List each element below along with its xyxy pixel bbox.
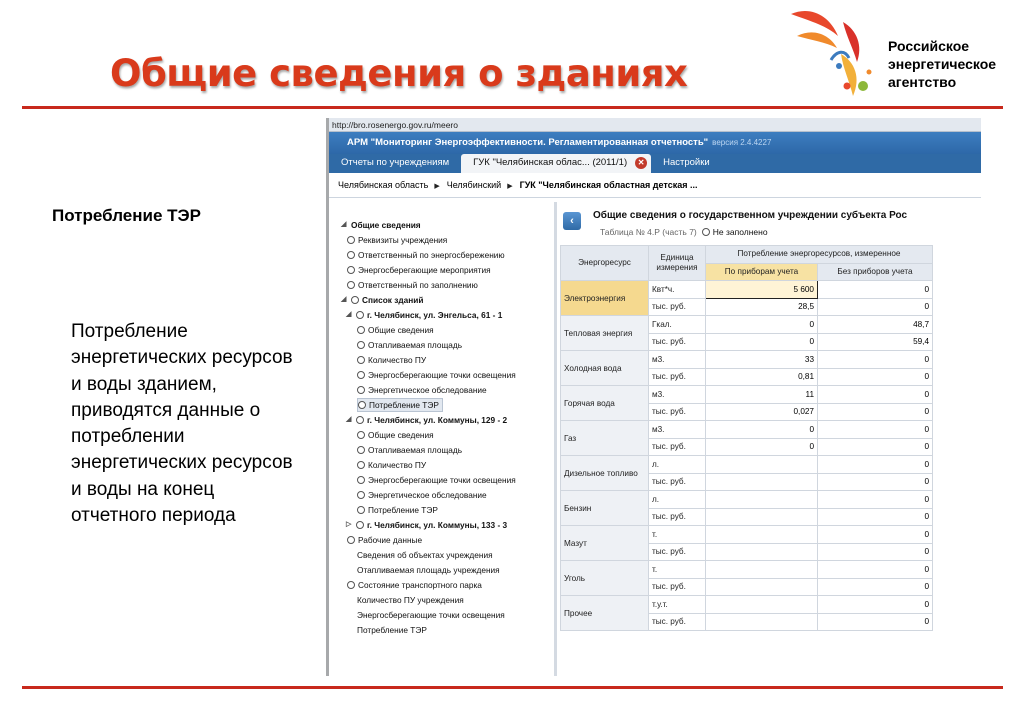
- resource-cell: Электроэнергия: [561, 281, 649, 316]
- with-meters-cell[interactable]: [706, 526, 818, 544]
- with-meters-cell[interactable]: 5 600: [706, 281, 818, 299]
- tree-node-label: Общие сведения: [351, 220, 421, 230]
- tree-node[interactable]: [357, 443, 462, 457]
- with-meters-cell[interactable]: [706, 561, 818, 579]
- without-meters-cell[interactable]: 0: [818, 351, 933, 369]
- energy-agency-logo-icon: [783, 2, 883, 102]
- with-meters-cell[interactable]: [706, 613, 818, 631]
- tree-node-label: Сведения об объектах учреждения: [357, 550, 493, 560]
- app-version: версия 2.4.4227: [712, 138, 772, 147]
- tree-node[interactable]: [341, 218, 421, 232]
- unit-cell: л.: [649, 456, 706, 474]
- unit-cell: т.: [649, 526, 706, 544]
- tree-node-label: Список зданий: [362, 295, 424, 305]
- url-bar[interactable]: http://bro.rosenergo.gov.ru/meero: [329, 118, 981, 132]
- with-meters-cell[interactable]: [706, 596, 818, 614]
- collapse-toggle-icon[interactable]: ◢: [341, 296, 347, 303]
- tree-node-label: Отапливаемая площадь: [368, 340, 463, 350]
- without-meters-cell[interactable]: 0: [818, 456, 933, 474]
- unit-cell: Гкал.: [649, 316, 706, 334]
- status-radio-icon: [347, 266, 355, 274]
- tree-node[interactable]: [347, 578, 482, 592]
- chevron-right-icon: ▶: [507, 183, 513, 190]
- status-radio-icon: [347, 251, 355, 259]
- tree-node-label: Ответственный по заполнению: [358, 280, 478, 290]
- resource-cell: Бензин: [561, 491, 649, 526]
- org-name-line: энергетическое: [888, 56, 997, 72]
- tab-institution-report-active[interactable]: [461, 154, 651, 173]
- tree-node[interactable]: [347, 533, 422, 547]
- with-meters-cell[interactable]: [706, 456, 818, 474]
- col-header-without-meters: Без приборов учета: [818, 263, 933, 281]
- tree-node-label: Отапливаемая площадь: [368, 445, 463, 455]
- bottom-divider: [22, 686, 1003, 689]
- section-heading: Потребление ТЭР: [52, 206, 201, 225]
- table-row: [561, 526, 933, 544]
- resource-cell: Тепловая энергия: [561, 316, 649, 351]
- status-radio-icon: [351, 296, 359, 304]
- status-radio-icon: [357, 461, 365, 469]
- org-name-line: агентство: [888, 74, 957, 90]
- tree-node-label: Общие сведения: [368, 430, 434, 440]
- unit-cell: тыс. руб.: [649, 613, 706, 631]
- status-radio-icon: [357, 476, 365, 484]
- app-header: [329, 132, 981, 154]
- col-header-resource: Энергоресурс: [561, 246, 649, 281]
- tree-node-label: Количество ПУ: [368, 460, 427, 470]
- unit-cell: т.: [649, 561, 706, 579]
- tree-node-label: г. Челябинск, ул. Энгельса, 61 - 1: [367, 310, 503, 320]
- table-row: [561, 561, 933, 579]
- without-meters-cell[interactable]: 0: [818, 613, 933, 631]
- tree-node[interactable]: [357, 323, 434, 337]
- with-meters-cell[interactable]: [706, 543, 818, 561]
- tree-node[interactable]: [357, 398, 443, 412]
- table-row: [561, 281, 933, 299]
- without-meters-cell[interactable]: 0: [818, 421, 933, 439]
- status-radio-icon: [357, 491, 365, 499]
- unit-cell: тыс. руб.: [649, 543, 706, 561]
- table-row: [561, 596, 933, 614]
- without-meters-cell[interactable]: 0: [818, 491, 933, 509]
- tree-node[interactable]: [347, 233, 447, 247]
- unit-cell: м3.: [649, 386, 706, 404]
- pane-subtitle: [600, 227, 768, 237]
- without-meters-cell[interactable]: 0: [818, 438, 933, 456]
- resource-cell: Холодная вода: [561, 351, 649, 386]
- tree-node[interactable]: [341, 293, 423, 307]
- unit-cell: тыс. руб.: [649, 578, 706, 596]
- status-radio-icon: [347, 236, 355, 244]
- status-radio-icon: [356, 416, 364, 424]
- collapse-toggle-icon[interactable]: ◢: [346, 311, 352, 318]
- tree-node[interactable]: [357, 488, 487, 502]
- with-meters-cell[interactable]: [706, 578, 818, 596]
- status-radio-icon: [358, 401, 366, 409]
- tree-node-label: Ответственный по энергосбережению: [358, 250, 505, 260]
- collapse-toggle-icon[interactable]: ◢: [346, 416, 352, 423]
- breadcrumb-item[interactable]: Челябинский: [446, 180, 502, 190]
- tree-node[interactable]: [357, 428, 434, 442]
- breadcrumb: [329, 173, 981, 198]
- tab-institution-reports[interactable]: Отчеты по учреждениям: [341, 157, 450, 168]
- slide-title: Общие сведения о зданиях: [110, 52, 688, 95]
- unit-cell: т.у.т.: [649, 596, 706, 614]
- without-meters-cell[interactable]: 59,4: [818, 333, 933, 351]
- tab-label: ГУК "Челябинская облас... (2011/1): [473, 157, 628, 168]
- section-description: Потребление энергетических ресурсов и воды зданием, приводятся данные о потреблении энергетических ресурсов и воды на конец отчетного периода: [71, 321, 293, 527]
- tab-settings[interactable]: Настройки: [663, 157, 710, 168]
- without-meters-cell[interactable]: 0: [818, 596, 933, 614]
- unit-cell: тыс. руб.: [649, 333, 706, 351]
- without-meters-cell[interactable]: 0: [818, 526, 933, 544]
- status-radio-icon: [357, 386, 365, 394]
- without-meters-cell[interactable]: 0: [818, 298, 933, 316]
- with-meters-cell[interactable]: [706, 473, 818, 491]
- table-row: [561, 386, 933, 404]
- unit-cell: тыс. руб.: [649, 473, 706, 491]
- tree-node-label: Энергосберегающие точки освещения: [357, 610, 505, 620]
- tree-node[interactable]: [347, 248, 505, 262]
- tree-node[interactable]: [357, 593, 464, 607]
- tree-node-label: Энергетическое обследование: [368, 385, 487, 395]
- tree-node-label: Энергетическое обследование: [368, 490, 487, 500]
- status-radio-icon: [356, 521, 364, 529]
- breadcrumb-current: ГУК "Челябинская областная детская ...: [519, 180, 698, 190]
- tree-node-label: г. Челябинск, ул. Коммуны, 129 - 2: [367, 415, 508, 425]
- unit-cell: м3.: [649, 421, 706, 439]
- fill-status: Не заполнено: [712, 227, 768, 237]
- without-meters-cell[interactable]: 0: [818, 281, 933, 299]
- without-meters-cell[interactable]: 0: [818, 578, 933, 596]
- tree-node[interactable]: [347, 263, 491, 277]
- with-meters-cell[interactable]: 0,81: [706, 368, 818, 386]
- tree-node[interactable]: [346, 308, 502, 322]
- tree-node-label: Потребление ТЭР: [368, 505, 438, 515]
- tree-node[interactable]: [357, 338, 462, 352]
- without-meters-cell[interactable]: 0: [818, 368, 933, 386]
- unit-cell: тыс. руб.: [649, 298, 706, 316]
- resource-cell: Горячая вода: [561, 386, 649, 421]
- without-meters-cell[interactable]: 0: [818, 386, 933, 404]
- consumption-table: [560, 245, 933, 631]
- status-radio-icon: [347, 536, 355, 544]
- tree-node[interactable]: [357, 383, 487, 397]
- status-radio-icon: [347, 281, 355, 289]
- tree-node[interactable]: [357, 563, 500, 577]
- app-title: АРМ "Мониторинг Энергоэффективности. Регламентированная отчетность": [347, 137, 709, 148]
- navigation-tree: [329, 202, 557, 676]
- without-meters-cell[interactable]: 0: [818, 508, 933, 526]
- col-header-unit: Единица измерения: [649, 246, 706, 281]
- status-radio-icon: [357, 446, 365, 454]
- tree-node[interactable]: [357, 353, 426, 367]
- tree-node-label: Состояние транспортного парка: [358, 580, 482, 590]
- table-row: [561, 351, 933, 369]
- status-radio-icon: [356, 311, 364, 319]
- breadcrumb-item[interactable]: Челябинская область: [338, 180, 429, 190]
- without-meters-cell[interactable]: 0: [818, 473, 933, 491]
- tree-node-label: Реквизиты учреждения: [358, 235, 448, 245]
- table-row: [561, 421, 933, 439]
- app-window: [326, 118, 981, 676]
- unit-cell: Квт*ч.: [649, 281, 706, 299]
- tree-node-label: Количество ПУ учреждения: [357, 595, 464, 605]
- resource-cell: Прочее: [561, 596, 649, 631]
- with-meters-cell[interactable]: 11: [706, 386, 818, 404]
- without-meters-cell[interactable]: 48,7: [818, 316, 933, 334]
- table-row: [561, 491, 933, 509]
- report-pane: [558, 202, 981, 676]
- with-meters-cell[interactable]: 0: [706, 316, 818, 334]
- without-meters-cell[interactable]: 0: [818, 543, 933, 561]
- status-radio-icon: [702, 228, 710, 236]
- table-row: [561, 316, 933, 334]
- resource-cell: Газ: [561, 421, 649, 456]
- tree-node-label: г. Челябинск, ул. Коммуны, 133 - 3: [367, 520, 508, 530]
- tree-node-label: Количество ПУ: [368, 355, 427, 365]
- top-divider: [22, 106, 1003, 109]
- pane-title: Общие сведения о государственном учреждении субъекта Рос: [593, 210, 908, 221]
- tree-node[interactable]: [357, 608, 505, 622]
- table-row: [561, 456, 933, 474]
- status-radio-icon: [357, 326, 365, 334]
- unit-cell: тыс. руб.: [649, 403, 706, 421]
- tree-node[interactable]: [357, 548, 493, 562]
- chevron-right-icon: ▶: [434, 183, 440, 190]
- table-number: Таблица № 4.Р (часть 7): [600, 227, 697, 237]
- status-radio-icon: [357, 341, 365, 349]
- tree-node[interactable]: [357, 458, 426, 472]
- tree-node[interactable]: [346, 518, 507, 532]
- unit-cell: тыс. руб.: [649, 438, 706, 456]
- with-meters-cell[interactable]: 0: [706, 333, 818, 351]
- tree-node[interactable]: [346, 413, 507, 427]
- chevron-left-icon: ‹: [570, 215, 574, 227]
- close-icon[interactable]: ✕: [635, 157, 647, 169]
- with-meters-cell[interactable]: [706, 491, 818, 509]
- without-meters-cell[interactable]: 0: [818, 403, 933, 421]
- tree-node-label: Рабочие данные: [358, 535, 423, 545]
- tree-node[interactable]: [357, 503, 438, 517]
- tree-node-label: Энергосберегающие точки освещения: [368, 475, 516, 485]
- tree-node-label: Потребление ТЭР: [357, 625, 427, 635]
- with-meters-cell[interactable]: 0: [706, 421, 818, 439]
- tree-node[interactable]: [357, 623, 427, 637]
- pane-splitter[interactable]: [554, 202, 557, 676]
- status-radio-icon: [357, 371, 365, 379]
- with-meters-cell[interactable]: 28,5: [706, 298, 818, 316]
- collapse-toggle-icon[interactable]: ◢: [341, 221, 347, 228]
- org-name-line: Российское: [888, 38, 970, 54]
- unit-cell: л.: [649, 491, 706, 509]
- tree-node[interactable]: [357, 473, 516, 487]
- with-meters-cell[interactable]: 33: [706, 351, 818, 369]
- status-radio-icon: [357, 356, 365, 364]
- with-meters-cell[interactable]: 0: [706, 438, 818, 456]
- without-meters-cell[interactable]: 0: [818, 561, 933, 579]
- tab-bar: [329, 154, 981, 173]
- unit-cell: м3.: [649, 351, 706, 369]
- tree-node-label: Потребление ТЭР: [369, 400, 439, 410]
- with-meters-cell[interactable]: 0,027: [706, 403, 818, 421]
- status-radio-icon: [357, 506, 365, 514]
- with-meters-cell[interactable]: [706, 508, 818, 526]
- unit-cell: тыс. руб.: [649, 368, 706, 386]
- tree-node-label: Энергосберегающие точки освещения: [368, 370, 516, 380]
- status-radio-icon: [357, 431, 365, 439]
- tree-node-label: Энергосберегающие мероприятия: [358, 265, 491, 275]
- resource-cell: Дизельное топливо: [561, 456, 649, 491]
- resource-cell: Мазут: [561, 526, 649, 561]
- col-header-group: Потребление энергоресурсов, измеренное: [706, 246, 933, 264]
- back-button[interactable]: [563, 212, 581, 230]
- col-header-with-meters: По приборам учета: [706, 263, 818, 281]
- tree-node[interactable]: [347, 278, 478, 292]
- tree-node-label: Общие сведения: [368, 325, 434, 335]
- resource-cell: Уголь: [561, 561, 649, 596]
- tree-node[interactable]: [357, 368, 516, 382]
- status-radio-icon: [347, 581, 355, 589]
- org-name: [888, 37, 996, 91]
- unit-cell: тыс. руб.: [649, 508, 706, 526]
- tree-node-label: Отапливаемая площадь учреждения: [357, 565, 500, 575]
- expand-toggle-icon[interactable]: ▷: [346, 521, 352, 528]
